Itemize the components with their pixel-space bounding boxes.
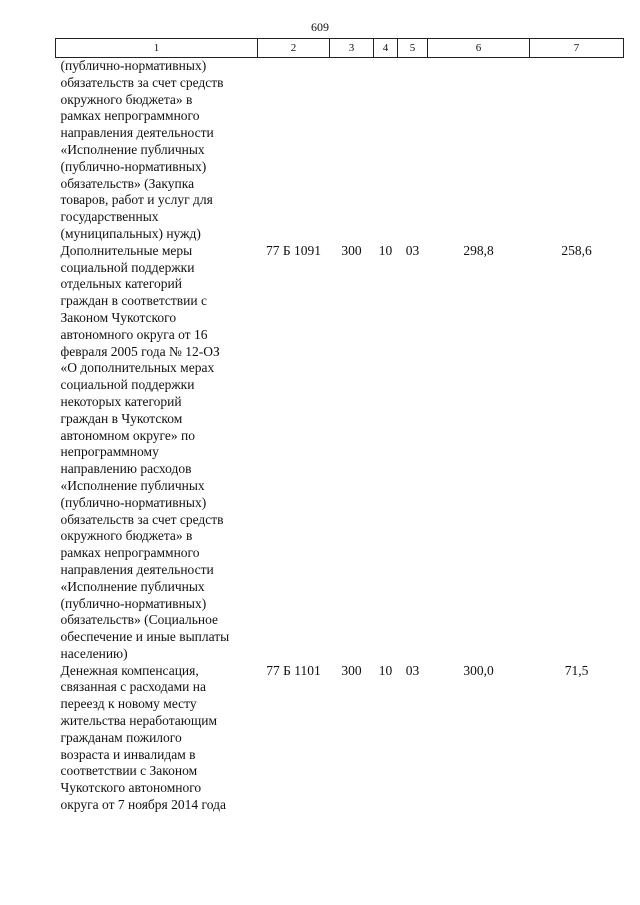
description-line: переезд к новому месту	[60, 696, 197, 712]
row-subsection: 03	[405, 662, 420, 678]
header-cell-7: 7	[530, 39, 624, 58]
description-line: обязательств за счет средств	[60, 74, 224, 90]
row-group: 300	[341, 242, 362, 258]
description-line: Денежная компенсация,	[60, 662, 199, 678]
description-line: направлению расходов	[60, 461, 192, 477]
description-line: рамках непрограммного	[60, 545, 200, 561]
table-row	[56, 243, 624, 663]
description-line: (публично-нормативных)	[60, 595, 207, 611]
row-section: 10	[378, 662, 393, 678]
description-line: обязательств» (Социальное	[60, 612, 218, 628]
row-amount-2: 258,6	[561, 242, 592, 258]
table-row	[56, 663, 624, 814]
description-line: окружного бюджета» в	[60, 91, 193, 107]
page-number: 609	[311, 20, 329, 34]
row-description	[56, 243, 258, 663]
description-line: государственных	[60, 209, 159, 225]
description-line: соответствии с Законом	[60, 763, 198, 779]
row-code: 77 Б 1101	[266, 662, 321, 678]
description-line: обеспечение и иные выплаты	[60, 629, 230, 645]
description-line: Законом Чукотского	[60, 309, 177, 325]
description-line: «Исполнение публичных	[60, 477, 205, 493]
description-line: февраля 2005 года № 12-ОЗ	[60, 343, 220, 359]
description-line: отдельных категорий	[60, 276, 183, 292]
description-line: непрограммному	[60, 444, 159, 460]
description-line: социальной поддержки	[60, 377, 195, 393]
description-line: «О дополнительных мерах	[60, 360, 215, 376]
description-line: Дополнительные меры	[60, 242, 193, 258]
description-line: гражданам пожилого	[60, 729, 182, 745]
budget-table	[55, 38, 624, 814]
row-section: 10	[378, 242, 393, 258]
description-line: населению)	[60, 645, 128, 661]
description-line: окружного бюджета» в	[60, 528, 193, 544]
row-section	[374, 58, 398, 243]
description-line: направления деятельности	[60, 125, 214, 141]
description-line: (публично-нормативных)	[60, 58, 207, 73]
header-cell-1: 1	[56, 39, 258, 58]
description-line: возраста и инвалидам в	[60, 746, 196, 762]
description-line: (публично-нормативных)	[60, 494, 207, 510]
row-subsection	[398, 58, 428, 243]
row-description	[56, 58, 258, 243]
header-cell-4: 4	[374, 39, 398, 58]
description-line: «Исполнение публичных	[60, 141, 205, 157]
description-line: автономного округа от 16	[60, 326, 208, 342]
table-row	[56, 58, 624, 243]
description-line: граждан в Чукотском	[60, 410, 183, 426]
description-line: обязательств за счет средств	[60, 511, 224, 527]
header-cell-5: 5	[398, 39, 428, 58]
row-code: 77 Б 1091	[265, 242, 321, 258]
description-line: «Исполнение публичных	[60, 578, 205, 594]
header-cell-6: 6	[428, 39, 530, 58]
row-amount-2	[530, 58, 624, 243]
header-cell-3: 3	[330, 39, 374, 58]
row-subsection: 03	[405, 242, 420, 258]
row-group	[330, 58, 374, 243]
header-cell-2: 2	[258, 39, 330, 58]
description-line: товаров, работ и услуг для	[60, 192, 213, 208]
description-line: социальной поддержки	[60, 259, 195, 275]
header-row	[56, 39, 624, 58]
description-line: граждан в соответствии с	[60, 293, 207, 309]
row-amount-1	[428, 58, 530, 243]
description-line: (публично-нормативных)	[60, 158, 207, 174]
row-description	[56, 663, 258, 814]
description-line: некоторых категорий	[60, 393, 182, 409]
description-line: связанная с расходами на	[60, 679, 206, 695]
row-group: 300	[341, 662, 362, 678]
description-line: направления деятельности	[60, 561, 214, 577]
description-line: автономном округе» по	[60, 427, 195, 443]
description-line: рамках непрограммного	[60, 108, 200, 124]
description-line: обязательств» (Закупка	[60, 175, 195, 191]
description-line: (муниципальных) нужд)	[60, 225, 201, 241]
row-amount-2: 71,5	[564, 662, 589, 678]
description-line: Чукотского автономного	[60, 780, 202, 796]
row-amount-1: 298,8	[463, 242, 494, 258]
description-line: округа от 7 ноября 2014 года	[60, 797, 226, 813]
row-code	[258, 58, 330, 243]
description-line: жительства неработающим	[60, 713, 217, 729]
row-amount-1: 300,0	[463, 662, 494, 678]
